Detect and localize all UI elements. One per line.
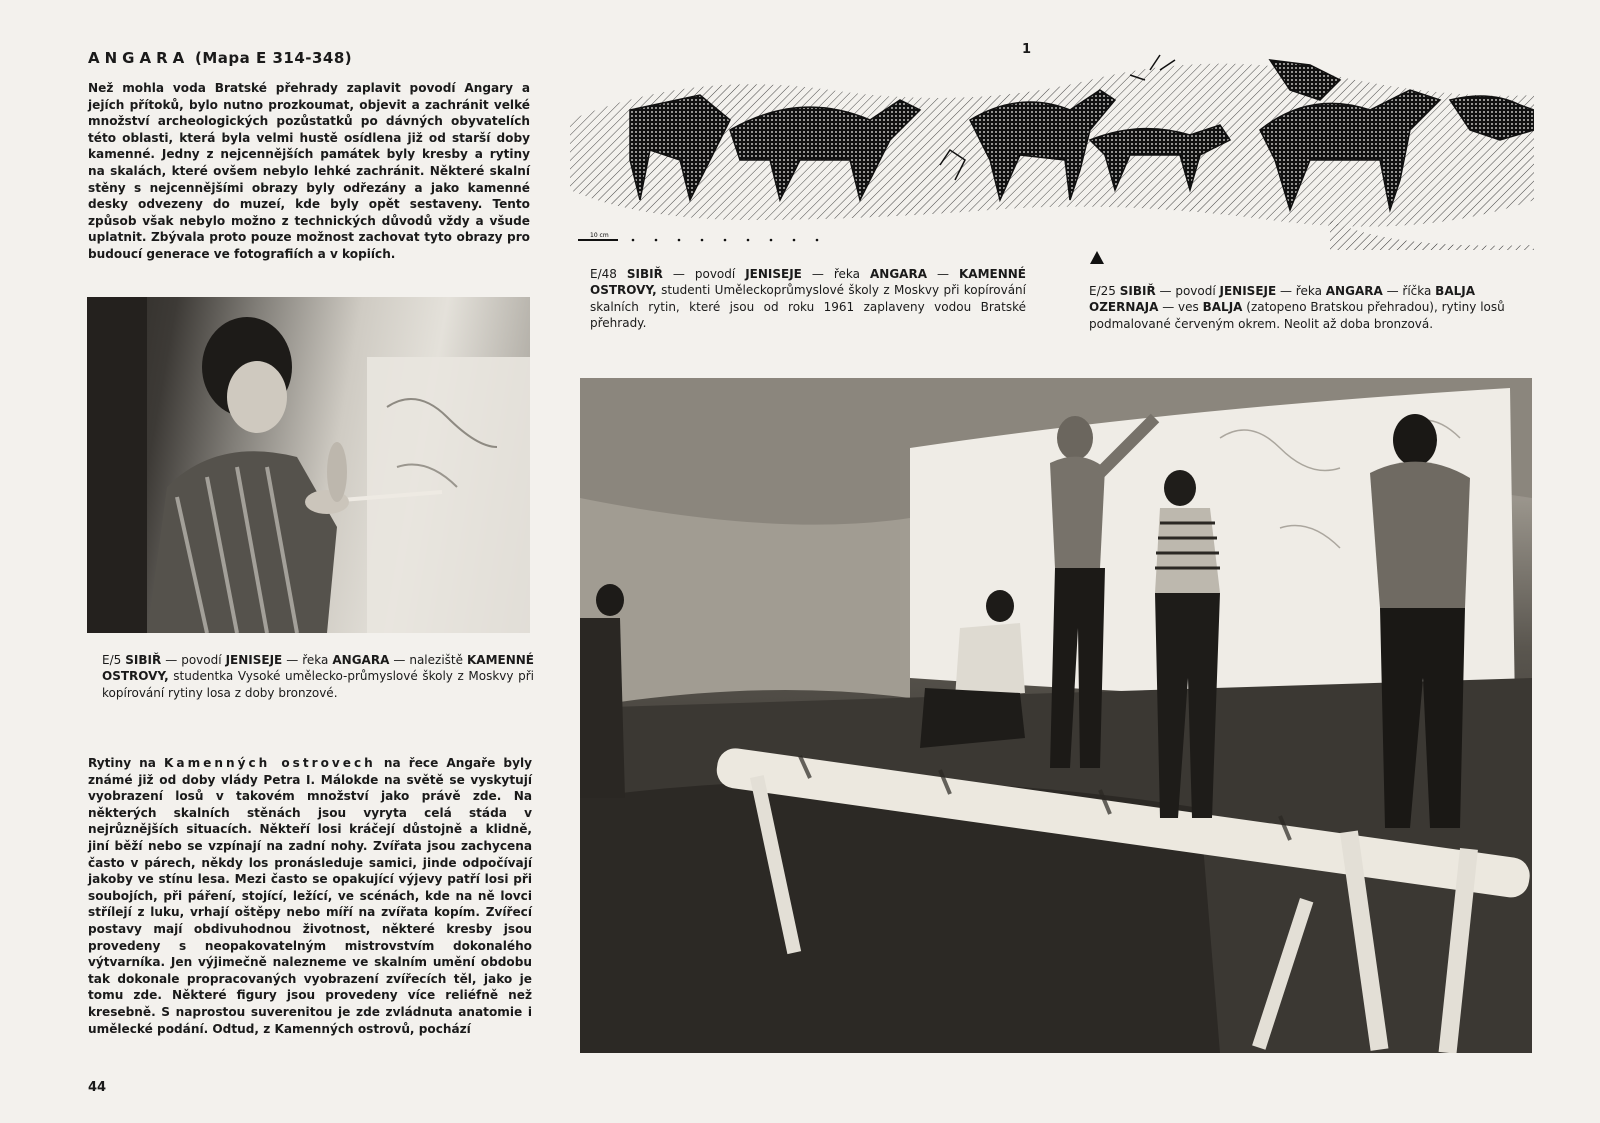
- caption-e5-place4: KAMENNÉ OSTROVY,: [102, 653, 534, 684]
- figure-number: 1: [1022, 42, 1032, 57]
- caption-e48-place1: SIBIŘ: [626, 267, 663, 281]
- photo-student-illustration: [87, 297, 530, 633]
- photo-students-on-scaffold: [580, 378, 1532, 1053]
- body-text-start: Rytiny na: [88, 756, 165, 770]
- body-paragraph: [88, 755, 532, 1037]
- caption-e25: [1089, 283, 1529, 332]
- caption-e48-place4: KAMENNÉ OSTROVY,: [590, 267, 1026, 298]
- caption-e25-sep1: — povodí: [1155, 284, 1220, 298]
- caption-e5: [102, 652, 534, 701]
- rock-art-drawing: [570, 50, 1534, 250]
- caption-e5-code: E/5: [102, 653, 122, 667]
- caption-e25-place3: ANGARA: [1325, 284, 1383, 298]
- caption-e25-sep2: — řeka: [1276, 284, 1326, 298]
- caption-e25-place1: SIBIŘ: [1119, 284, 1156, 298]
- intro-text: Než mohla voda Bratské přehrady zaplavit povodí Angary a jejích přítoků, bylo nutno prozkoumat, objevit a zachránit velké množství archeologických pozůstatků po dávných obyvatelích této oblasti, která byla velmi hustě osídlena již od starší doby kamenné. Jedny z nejcennějších památek byly kresby a rytiny na skalách, které ovšem nebylo lehké zachránit. Některé skalní stěny s nejcennějšími obrazy byly odřezány a jako kamenné desky odvezeny do muzeí, kde byly opět sestaveny. Tento způsob však nebylo možno z technických důvodů vždy a všude uplatnit. Zbývala proto pouze možnost zachovat tyto obrazy pro budoucí generace ve fotografiích a v kopiích.: [88, 81, 530, 261]
- heading-map-ref: (Mapa E 314-348): [194, 49, 353, 67]
- caption-e48-sep2: — řeka: [801, 267, 870, 281]
- triangle-marker-icon: [1090, 251, 1104, 264]
- caption-e5-place2: JENISEJE: [225, 653, 283, 667]
- caption-e48-place2: JENISEJE: [745, 267, 802, 281]
- scale-label: 10 cm: [590, 232, 609, 239]
- caption-e48-place3: ANGARA: [870, 267, 927, 281]
- body-text-rest: na řece Angaře byly známé již od doby vlády Petra I. Málokde na světě se vyskytují vyobrazení losů v takovém množství jako právě zde. Na některých skalních stěnách jsou vyryta celá stáda v nejrůznějších situacích. Někteří losi kráčejí důstojně a klidně, jiní běží nebo se vzpínají na zadní nohy. Zvířata jsou zachycena často v párech, někdy los pronásleduje samici, jinde odpočívají jakoby ve stínu lesa. Mezi často se opakující výjevy patří losi při soubojích, při páření, stojící, ležící, ve scénách, kde na ně lovci střílejí z luku, vrhají oštěpy nebo míří na zvířata kopím. Zvířecí postavy mají obdivuhodnou životnost, některé kresby jsou provedeny s neopakovatelným mistrovstvím dokonalého výtvarníka. Jen výjimečně nalezneme ve skalním umění obdobu tak dokonale propracovaných vyobrazení zvířecích těl, jako je tomu zde. Některé figury jsou provedeny více reliéfně než kresebně. S naprostou suverenitou je zde zvládnuta anatomie i umělecké podání. Odtud, z Kamenných ostrovů, pochází: [88, 756, 532, 1036]
- caption-e5-sep1: — povodí: [161, 653, 226, 667]
- scale-bar: [578, 232, 828, 246]
- caption-e5-text: studentka Vysoké umělecko-průmyslové školy z Moskvy při kopírování rytiny losa z doby bronzové.: [102, 669, 534, 700]
- caption-e48: [590, 266, 1026, 332]
- caption-e25-place5: BALJA: [1202, 300, 1243, 315]
- caption-e48-code: E/48: [590, 267, 617, 281]
- caption-e48-sep3: —: [927, 267, 959, 281]
- body-text: [88, 755, 532, 1037]
- body-text-place: Kamenných ostrovech: [164, 756, 376, 770]
- caption-e25-sep3: — říčka: [1382, 284, 1436, 298]
- caption-e5-place1: SIBIŘ: [125, 653, 162, 667]
- caption-e25-text: (zatopeno Bratskou přehradou), rytiny losů podmalované červeným okrem. Neolit až doba bronzová.: [1089, 300, 1505, 331]
- caption-e25-place2: JENISEJE: [1219, 284, 1277, 298]
- photo-student-copying: [87, 297, 530, 633]
- intro-paragraph: [88, 80, 530, 263]
- photo-team-illustration: [580, 378, 1532, 1053]
- heading-title: ANGARA: [88, 49, 190, 67]
- caption-e48-sep1: — povodí: [662, 267, 746, 281]
- caption-e48-text: studenti Uměleckoprůmyslové školy z Moskvy při kopírování skalních rytin, které jsou od roku 1961 zaplaveny vodou Bratské přehrady.: [590, 283, 1026, 331]
- caption-e5-sep2: — řeka: [282, 653, 333, 667]
- page-number: 44: [88, 1080, 107, 1095]
- caption-e25-code: E/25: [1089, 284, 1116, 298]
- caption-e25-place4: BALJA OZERNAJA: [1089, 284, 1476, 315]
- caption-e5-place3: ANGARA: [332, 653, 390, 667]
- caption-e5-sep3: — naleziště: [389, 653, 467, 667]
- section-heading: [88, 49, 352, 67]
- caption-e25-sep4: — ves: [1158, 300, 1203, 315]
